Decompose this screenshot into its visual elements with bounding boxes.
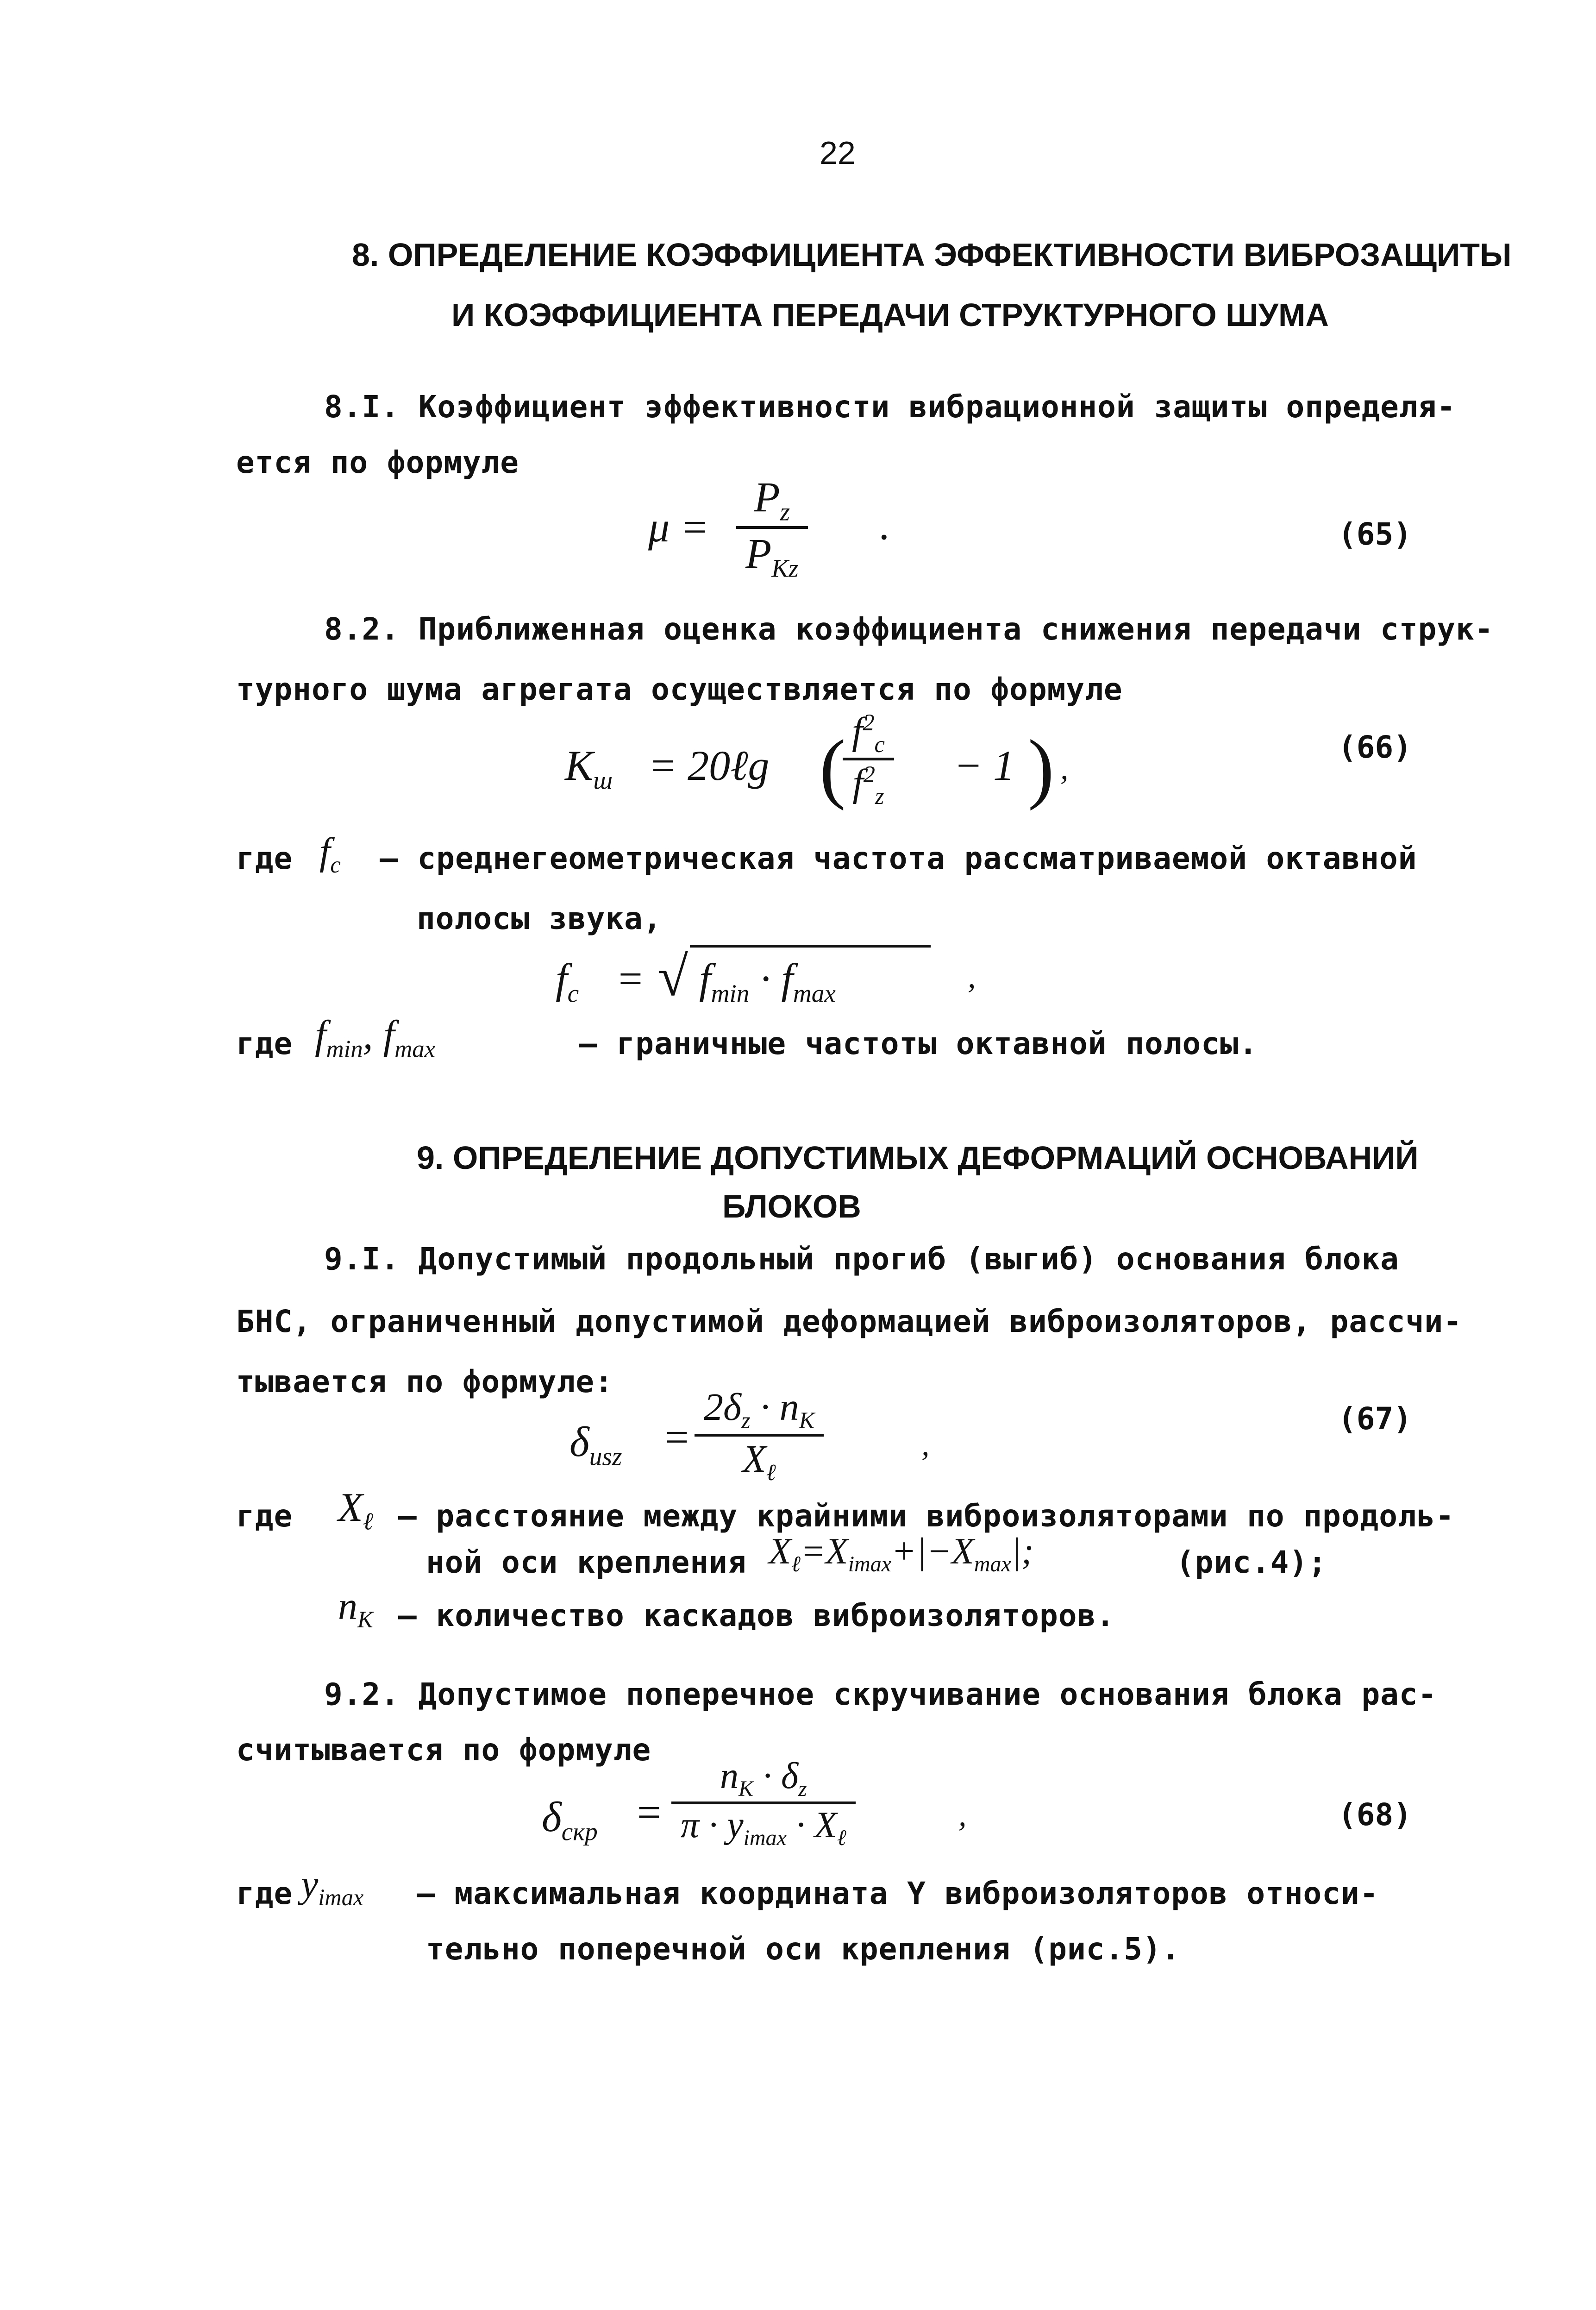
formula-67-denominator: X: [742, 1437, 766, 1481]
formula-68-lhs: $\delta_{скр}$: [542, 1793, 598, 1846]
where-2-sub2: max: [394, 1036, 436, 1063]
formula-66-lhs: $K_ш$: [565, 742, 613, 795]
where-3-formula-end: +|−X: [891, 1531, 974, 1572]
where-3-formula-sub: ℓ: [791, 1552, 801, 1576]
where-3-figure-ref: (рис.4);: [1176, 1544, 1327, 1580]
equation-number-68: (68): [1338, 1797, 1412, 1833]
formula-66-numerator: f: [852, 709, 863, 753]
paragraph-9-2-line2: считывается по формуле: [236, 1732, 651, 1768]
page-number: 22: [820, 135, 856, 171]
section-9-heading-line1: 9. ОПРЕДЕЛЕНИЕ ДОПУСТИМЫХ ДЕФОРМАЦИЙ ОСНОВАНИЙ: [417, 1140, 1419, 1176]
where-2-text: – граничные частоты октавной полосы.: [579, 1026, 1258, 1061]
where-1-line2: полосы звука,: [417, 901, 662, 936]
equation-number-65: (65): [1338, 516, 1412, 552]
paragraph-8-2-line1: 8.2. Приближенная оценка коэффициента снижения передачи струк-: [324, 611, 1494, 647]
formula-65-lhs: μ =: [648, 503, 709, 551]
formula-fc-radical-bar: [690, 945, 931, 948]
paragraph-9-1-line2: БНС, ограниченный допустимой деформацией виброизоляторов, рассчи-: [236, 1304, 1462, 1339]
formula-fc-radicand: $f_{min} \cdot f_{max}$: [699, 955, 836, 1008]
formula-68-denominator-sub2: ℓ: [837, 1826, 846, 1850]
where-1-symbol: $f_c$: [319, 830, 341, 878]
where-1-word: где: [236, 841, 293, 876]
formula-66-denominator-sub: z: [875, 783, 884, 809]
where-2-word: где: [236, 1026, 293, 1061]
where-3-formula-sub3: max: [974, 1552, 1011, 1576]
section-8-heading-line2: И КОЭФФИЦИЕНТА ПЕРЕДАЧИ СТРУКТУРНОГО ШУМА: [451, 297, 1329, 333]
where-2-symbols: $f_{min}$, $f_{max}$: [315, 1013, 436, 1063]
where-3-formula-mid: =X: [800, 1531, 848, 1572]
where-2-separator: ,: [363, 1013, 373, 1058]
section-8-heading-line1: 8. ОПРЕДЕЛЕНИЕ КОЭФФИЦИЕНТА ЭФФЕКТИВНОСТИ ВИБРОЗАЩИТЫ: [352, 237, 1512, 273]
where-4-symbol: $n_K$: [338, 1585, 373, 1632]
formula-fc-radicand-sub1: min: [711, 979, 750, 1008]
where-1-line1: – среднегеометрическая частота рассматриваемой октавной: [380, 841, 1417, 876]
formula-fc-radical-sign: √: [657, 946, 688, 1007]
where-5-word: где: [236, 1876, 293, 1911]
paragraph-9-2-line1: 9.2. Допустимое поперечное скручивание основания блока рас-: [324, 1676, 1437, 1712]
formula-65-numerator-sub: z: [780, 497, 790, 526]
where-1-symbol-sub: c: [330, 851, 341, 878]
where-5-line2: тельно поперечной оси крепления (рис.5).: [426, 1931, 1181, 1967]
formula-66-denominator: f: [852, 761, 864, 804]
formula-66-denominator-sup: 2: [863, 761, 875, 787]
formula-67-eq: =: [662, 1413, 691, 1461]
formula-68-denominator-sub: imax: [743, 1826, 787, 1850]
formula-fc-tail: ,: [968, 959, 976, 995]
where-3-formula-close: |;: [1011, 1531, 1034, 1572]
formula-67-denominator-sub: ℓ: [766, 1459, 776, 1485]
formula-fc-radicand-sub2: max: [793, 979, 836, 1008]
formula-66-comma: ,: [1060, 751, 1069, 786]
formula-65-denominator-sub: Kz: [771, 554, 799, 583]
where-3-symbol-sub: ℓ: [363, 1508, 373, 1535]
formula-68-tail: ,: [958, 1797, 967, 1833]
where-3-word: где: [236, 1498, 293, 1534]
formula-66-close-paren: ): [1028, 724, 1054, 811]
formula-68-fraction: [671, 1755, 856, 1851]
where-3-formula-sub2: imax: [848, 1552, 892, 1576]
where-3-line2: ной оси крепления: [426, 1544, 747, 1580]
formula-68-numerator: n: [720, 1756, 739, 1796]
formula-68-numerator-sub: K: [738, 1776, 753, 1801]
where-5-symbol: $y_{imax}$: [301, 1863, 364, 1910]
formula-67-lhs-sub: usz: [589, 1442, 622, 1471]
formula-fc-lhs: $f_c$: [556, 955, 579, 1008]
formula-68-eq: =: [634, 1789, 663, 1836]
formula-66-numerator-sub: c: [874, 731, 885, 757]
paragraph-9-1-line3: тывается по формуле:: [236, 1364, 613, 1400]
formula-67-tail: ,: [921, 1427, 930, 1463]
formula-fc-lhs-sub: c: [567, 979, 579, 1008]
section-9-heading-line2: БЛОКОВ: [722, 1188, 861, 1224]
formula-fc-radicand2: f: [781, 955, 793, 1002]
formula-68-denominator-tail: · X: [786, 1805, 837, 1845]
formula-65-denominator: P: [745, 530, 772, 578]
formula-67-lhs: $\delta_{usz}$: [570, 1418, 622, 1471]
formula-66-fraction: [843, 709, 894, 810]
where-4-text: – количество каскадов виброизоляторов.: [398, 1598, 1115, 1633]
where-2-sub1: min: [326, 1036, 363, 1063]
where-5-line1: – максимальная координата Y виброизоляторов относи-: [417, 1876, 1379, 1911]
formula-68-numerator-mid: · δ: [753, 1756, 799, 1796]
formula-65-numerator: P: [754, 473, 780, 521]
formula-fc-eq: =: [616, 955, 645, 1002]
formula-66-open-paren: (: [820, 724, 846, 811]
formula-68-numerator-sub2: z: [798, 1776, 807, 1801]
where-3-line1: – расстояние между крайними виброизоляторами по продоль-: [398, 1498, 1455, 1534]
where-4-symbol-sub: K: [357, 1606, 373, 1632]
paragraph-8-1-line1: 8.I. Коэффициент эффективности вибрационной защиты определя-: [324, 389, 1456, 425]
where-5-symbol-sub: imax: [318, 1884, 364, 1910]
formula-66-numerator-sup: 2: [863, 709, 875, 735]
formula-65-fraction: [736, 472, 808, 583]
formula-66-eq: = 20ℓg: [648, 742, 770, 789]
formula-65-tail: .: [880, 501, 890, 548]
formula-66-lhs-sub: ш: [593, 766, 613, 795]
paragraph-9-1-line1: 9.I. Допустимый продольный прогиб (выгиб) основания блока: [324, 1241, 1399, 1277]
formula-fc-dot: ·: [760, 955, 771, 1002]
formula-68-denominator: π · y: [681, 1805, 744, 1845]
formula-68-lhs-sub: скр: [561, 1817, 598, 1846]
where-2-symbol2: f: [383, 1013, 395, 1058]
equation-number-66: (66): [1338, 729, 1412, 765]
formula-67-fraction: [695, 1385, 824, 1486]
paragraph-8-2-line2: турного шума агрегата осуществляется по формуле: [236, 672, 1123, 707]
equation-number-67: (67): [1338, 1401, 1412, 1437]
paragraph-8-1-line2: ется по формуле: [236, 445, 519, 480]
formula-67-numerator: 2δ: [704, 1386, 742, 1429]
formula-67-numerator-tail-sub: K: [799, 1407, 815, 1433]
where-3-symbol: $X_\ell$: [338, 1485, 373, 1535]
formula-66-tail: − 1: [954, 742, 1015, 789]
formula-67-numerator-sub: z: [741, 1407, 751, 1433]
formula-67-numerator-tail: · n: [750, 1386, 799, 1429]
where-3-formula: $X_\ell=X_{imax}+|-X_{max}|$;: [769, 1531, 1034, 1576]
